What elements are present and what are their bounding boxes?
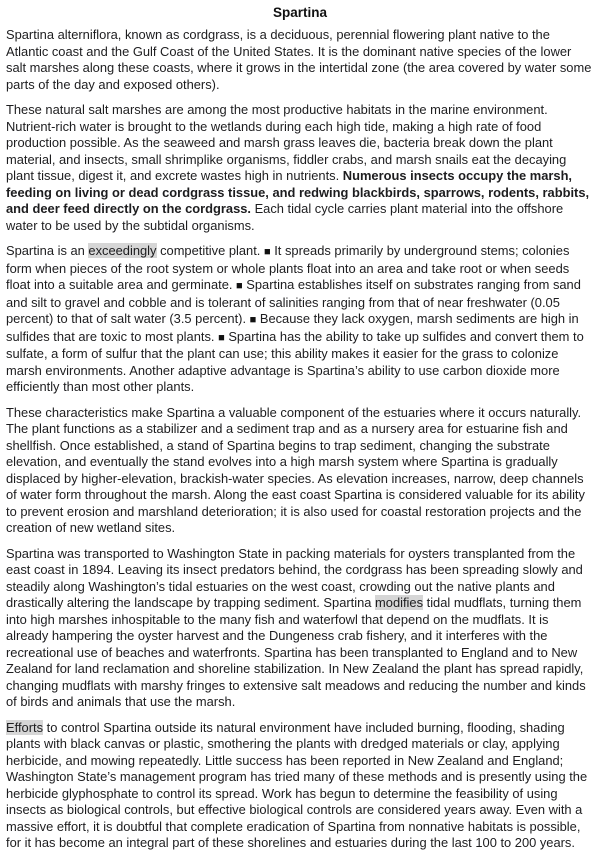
- page-title: Spartina: [272, 5, 327, 20]
- paragraph: [6, 405, 594, 537]
- insert-text-square-icon[interactable]: ■: [263, 246, 271, 258]
- highlighted-word[interactable]: modifies: [375, 595, 424, 610]
- paragraph: [6, 102, 594, 234]
- text-run: Spartina has the ability to take up sulfides and convert them to sulfate, a form of sulfur that the plant can use; this ability makes it easier for the grass to colonize marsh environments. Another adaptive advantage is Spartina’s ability to use carbon dioxide more efficiently than most other plants.: [6, 328, 584, 394]
- text-run: Because they lack oxygen, marsh sediments are high in sulfides that are toxic to most plants.: [6, 311, 579, 344]
- text-run: Spartina establishes itself on substrates ranging from sand and silt to gravel and cobble and is tolerant of salinities ranging from that of near freshwater (0.05 percent) to that of salt water (3.5 percent).: [6, 277, 581, 326]
- text-run: Each tidal cycle carries plant material into the offshore water to be used by the subtidal organisms.: [6, 201, 564, 233]
- text-run: competitive plant.: [156, 243, 264, 258]
- insert-text-square-icon[interactable]: ■: [236, 280, 243, 292]
- document-body: [6, 27, 594, 852]
- paragraph: [6, 720, 594, 852]
- insert-text-square-icon[interactable]: ■: [249, 314, 257, 326]
- text-run: Spartina alterniflora, known as cordgrass, is a deciduous, perennial flowering plant native to the Atlantic coast and the Gulf Coast of the United States. It is the dominant native species of the lower salt marshes along these coasts, where it grows in the intertidal zone (the area covered by water some parts of the day and exposed others).: [6, 27, 592, 92]
- text-run: tidal mudflats, turning them into high marshes inhospitable to the many fish and waterfowl that depend on the mudflats. It is already hampering the oyster harvest and the Dungeness crab fishery, and it interferes with the recreational use of beaches and waterfronts. Spartina has been transplanted to England and to New Zealand for land reclamation and shoreline stabilization. In New Zealand the plant has spread rapidly, changing mudflats with marshy fringes to extensive salt meadows and reducing the number and kinds of birds and animals that use the marsh.: [6, 595, 586, 709]
- highlighted-word[interactable]: Efforts: [6, 719, 44, 735]
- text-run: to control Spartina outside its natural environment have included burning, flooding, shading plants with black canvas or plastic, smothering the plants with dredged materials or clay, applying herbicide, and mowing repeatedly. Little success has been reported in New Zealand and England; Washington State’s management program has tried many of these methods and is presently using the herbicide glyphosphate to control its spread. Work has begun to determine the feasibility of using insects as biological controls, but effective biological controls are considered years away. Even with a massive effort, it is doubtful that complete eradication of Spartina from nonnative habitats is possible, for it has become an integral part of these shorelines and estuaries during the last 100 to 200 years.: [6, 719, 588, 850]
- paragraph: [6, 243, 594, 396]
- insert-text-square-icon[interactable]: ■: [218, 331, 225, 344]
- bold-text: Numerous insects occupy the marsh, feeding on living or dead cordgrass tissue, and redwing blackbirds, sparrows, rodents, rabbits, and deer feed directly on the cordgrass.: [6, 168, 590, 216]
- text-run: It spreads primarily by underground stems; colonies form when pieces of the root system or whole plants float into an area and take root or when seeds float into a suitable area and germinate.: [6, 243, 570, 292]
- text-run: These characteristics make Spartina a valuable component of the estuaries where it occurs naturally. The plant functions as a stabilizer and a sediment trap and as a nursery area for estuarine fish and shellfish. Once established, a stand of Spartina begins to trap sediment, changing the substrate elevation, and eventually the stand evolves into a high marsh system where Spartina is gradually displaced by higher-elevation, brackish-water species. As elevation increases, narrow, deep channels of water form throughout the marsh. Along the east coast Spartina is considered valuable for its ability to prevent erosion and marshland deterioration; it is also used for coastal restoration projects and the creation of new wetland sites.: [6, 404, 585, 535]
- text-run: These natural salt marshes are among the most productive habitats in the marine environment. Nutrient-rich water is brought to the wetlands during each high tide, making a high rate of food production possible. As the seaweed and marsh grass leaves die, bacteria break down the plant material, and insects, small shrimplike organisms, fiddler crabs, and marsh snails eat the decaying plant tissue, digest it, and excrete wastes high in nutrients.: [6, 102, 567, 183]
- text-run: Spartina was transported to Washington State in packing materials for oysters transplanted from the east coast in 1894. Leaving its insect predators behind, the cordgrass has been spreading slowly and steadily along Washington’s tidal estuaries on the west coast, crowding out the native plants and drastically altering the landscape by trapping sediment. Spartina: [6, 545, 583, 610]
- text-run: Spartina is an: [6, 243, 89, 258]
- highlighted-word[interactable]: exceedingly: [88, 243, 157, 258]
- paragraph: [6, 546, 594, 711]
- paragraph: [6, 27, 594, 93]
